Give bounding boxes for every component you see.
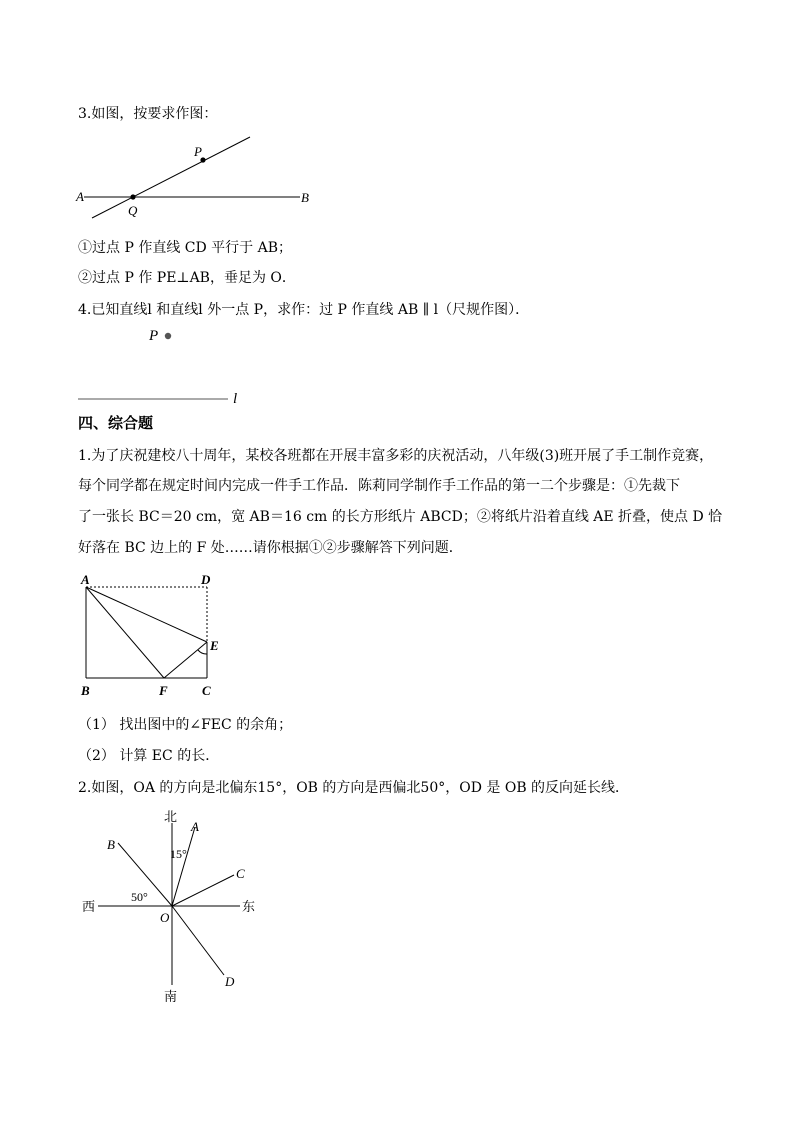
p1-line-1: 1.为了庆祝建校八十周年，某校各班都在开展丰富多彩的庆祝活动，八年级(3)班开展了手工制作竞赛，: [78, 448, 714, 464]
q3-stem: 3.如图，按要求作图：: [78, 106, 218, 122]
label-d: D: [225, 974, 235, 989]
angle-label-50: 50°: [131, 890, 148, 904]
line-pq: [92, 137, 250, 218]
q4-figure: [78, 322, 258, 412]
section-title: 四、综合题: [78, 414, 154, 432]
ray-oa: [172, 827, 195, 906]
point-p: [165, 333, 171, 339]
point-q: [130, 194, 135, 199]
label-c: C: [202, 683, 211, 698]
label-o: O: [160, 910, 170, 925]
p1-line-3: 了一张长 BC＝20 cm，宽 AB＝16 cm 的长方形纸片 ABCD；②将纸片沿着直线 AE 折叠，使点 D 恰: [78, 509, 723, 525]
angle-label-15: 15°: [170, 847, 187, 861]
q3-figure: [70, 130, 330, 230]
p2-stem: 2.如图，OA 的方向是北偏东15°，OB 的方向是西偏北50°，OD 是 OB 的反向延长线．: [78, 780, 630, 796]
label-south: 南: [164, 989, 178, 1004]
label-north: 北: [164, 809, 178, 824]
label-b: B: [301, 190, 309, 205]
label-q: Q: [128, 203, 138, 218]
p1-sub1: （1） 找出图中的∠FEC 的余角；: [78, 717, 293, 733]
ray-oc: [172, 875, 234, 906]
label-b: B: [107, 837, 115, 852]
label-l: l: [233, 391, 238, 407]
label-c: C: [236, 866, 245, 881]
label-a: A: [81, 572, 90, 587]
label-b: B: [81, 683, 90, 698]
q3-step2: ②过点 P 作 PE⊥AB，垂足为 O．: [78, 270, 296, 286]
segment-ae: [86, 587, 207, 642]
p1-line-2: 每个同学都在规定时间内完成一件手工作品．陈莉同学制作手工作品的第一二个步骤是：①先裁下: [78, 478, 680, 494]
p2-figure: [78, 805, 268, 1005]
q4-stem: 4.已知直线l 和直线l 外一点 P，求作：过 P 作直线 AB ∥ l（尺规作图）．: [78, 302, 530, 318]
p1-sub2: （2） 计算 EC 的长．: [78, 748, 220, 764]
q3-step1: ①过点 P 作直线 CD 平行于 AB；: [78, 240, 293, 256]
p1-line-4: 好落在 BC 边上的 F 处……请你根据①②步骤解答下列问题．: [78, 540, 463, 556]
label-d: D: [201, 572, 211, 587]
label-west: 西: [82, 899, 96, 914]
label-p: P: [149, 328, 159, 344]
p1-figure: [78, 568, 238, 703]
label-a: A: [191, 819, 199, 834]
label-f: F: [159, 683, 168, 698]
ray-od: [172, 906, 224, 975]
label-east: 东: [242, 899, 256, 914]
angle-arc: [198, 650, 207, 654]
label-e: E: [210, 638, 219, 653]
segment-fe: [164, 642, 207, 678]
segment-af: [86, 587, 164, 678]
label-p: P: [194, 144, 202, 159]
label-a: A: [76, 189, 84, 204]
